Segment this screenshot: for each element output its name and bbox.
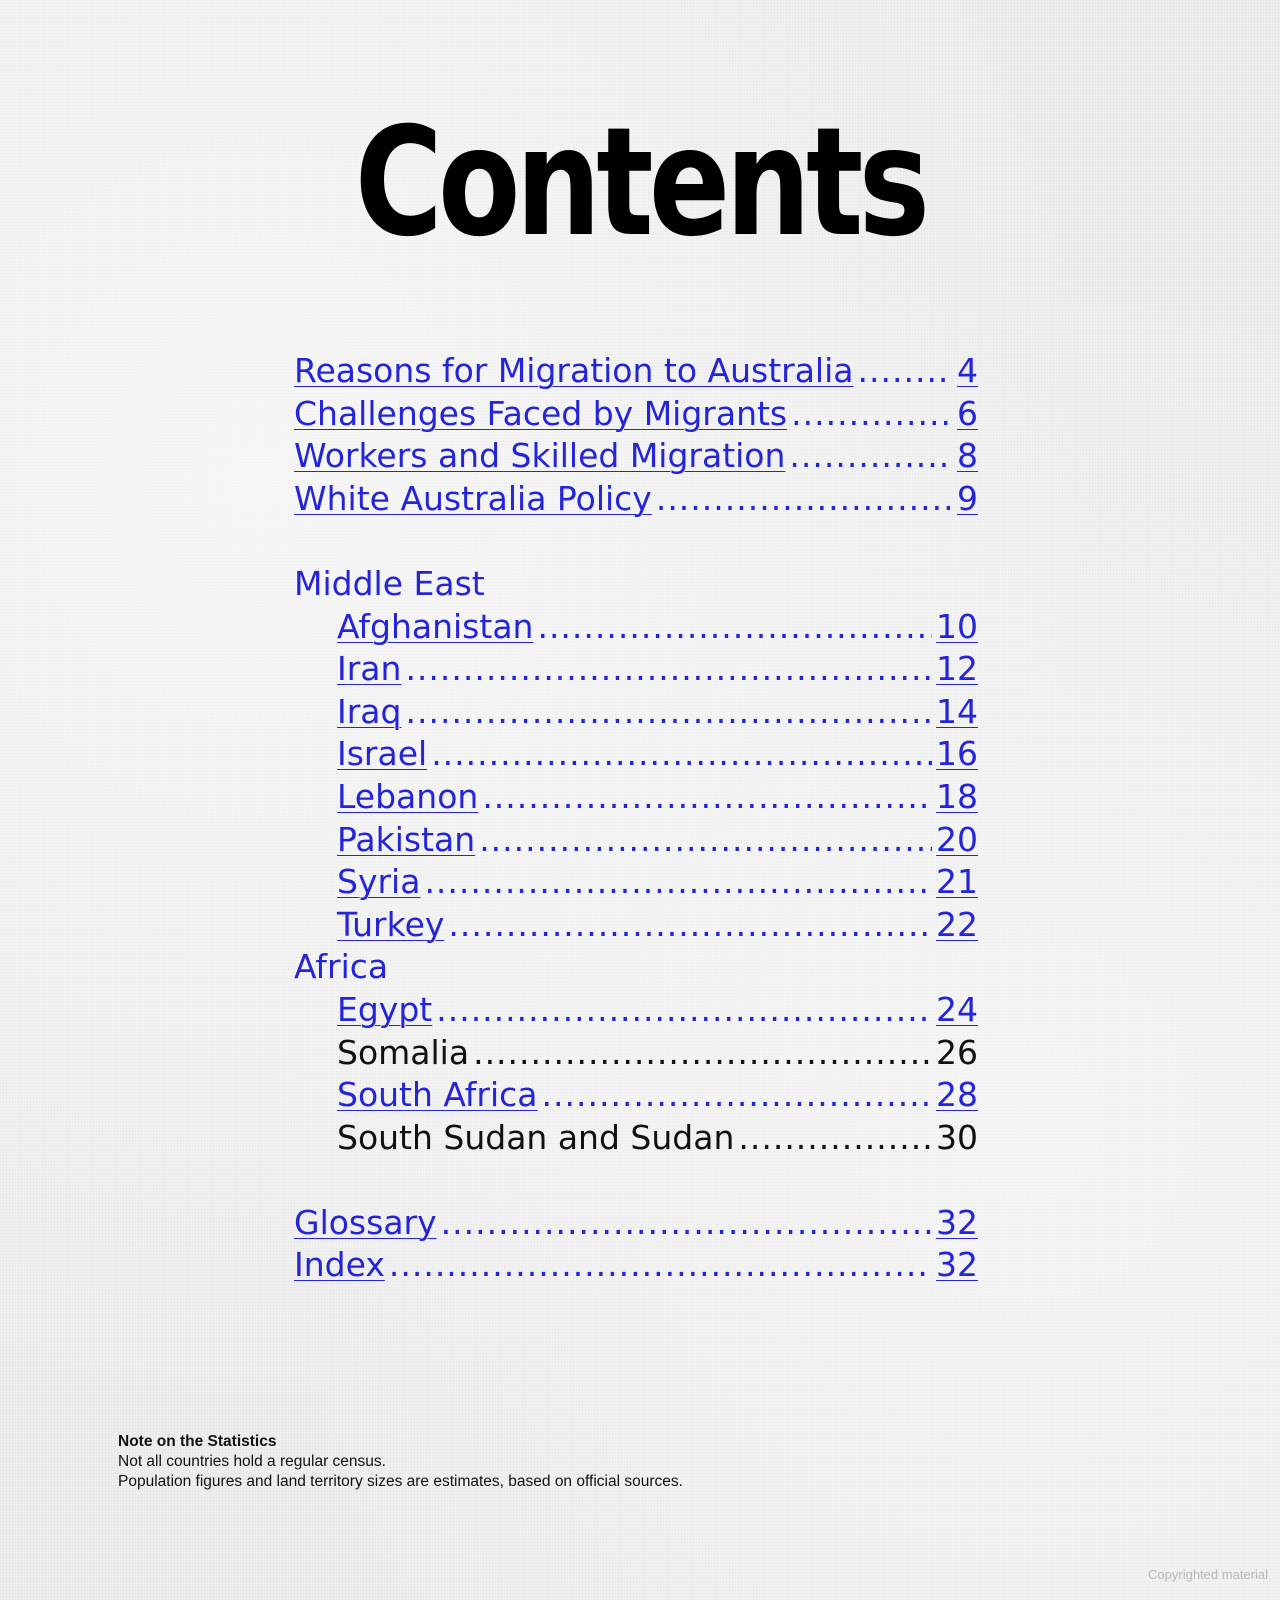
toc-entry-page: 4 [957, 351, 978, 390]
toc-entry-page: 20 [936, 819, 978, 859]
toc-entry-workers[interactable] [294, 435, 978, 478]
toc-entry-label: White Australia Policy [294, 478, 652, 518]
toc-entry-label: Turkey [337, 904, 445, 944]
table-of-contents [294, 350, 978, 1287]
toc-entry-label: Index [294, 1245, 385, 1285]
dot-leader [791, 393, 953, 436]
toc-entry-page: 32 [936, 1245, 978, 1285]
toc-entry-page: 24 [936, 989, 978, 1029]
dot-leader [738, 1117, 932, 1160]
toc-entry-lebanon[interactable] [294, 776, 978, 819]
toc-entry-syria[interactable] [294, 861, 978, 904]
toc-entry-page: 32 [936, 1202, 978, 1242]
dot-leader [473, 1032, 932, 1075]
toc-entry-page: 9 [957, 478, 978, 518]
dot-leader [482, 776, 932, 819]
dot-leader [537, 606, 932, 649]
toc-entry-page: 30 [936, 1117, 978, 1157]
toc-entry-somalia [294, 1032, 978, 1075]
dot-leader [436, 989, 932, 1032]
toc-entry-turkey[interactable] [294, 904, 978, 947]
toc-entry-pakistan[interactable] [294, 819, 978, 862]
section-heading-middle-east: Middle East [294, 563, 485, 603]
toc-entry-south-africa[interactable] [294, 1074, 978, 1117]
toc-entry-label: South Africa [337, 1075, 538, 1115]
dot-leader [405, 648, 932, 691]
toc-entry-page: 26 [936, 1032, 978, 1072]
toc-entry-page: 12 [936, 649, 978, 689]
dot-leader [448, 904, 932, 947]
dot-leader [389, 1244, 932, 1287]
note-line: Population figures and land territory sizes are estimates, based on official sources. [118, 1473, 683, 1490]
toc-entry-label: Afghanistan [337, 606, 534, 646]
dot-leader [424, 861, 932, 904]
toc-entry-iraq[interactable] [294, 691, 978, 734]
toc-entry-page: 10 [936, 606, 978, 646]
toc-entry-white-australia-policy[interactable] [294, 478, 978, 521]
toc-entry-page: 6 [957, 393, 978, 433]
toc-entry-label: Workers and Skilled Migration [294, 436, 786, 476]
toc-entry-label: Iran [337, 649, 402, 689]
note-title: Note on the Statistics [118, 1433, 277, 1450]
dot-leader [405, 691, 932, 734]
dot-leader [858, 350, 954, 393]
toc-entry-label: Reasons for Migration to Australia [294, 351, 854, 390]
dot-leader [656, 478, 953, 521]
toc-entry-glossary[interactable] [294, 1202, 978, 1245]
toc-entry-label: Iraq [337, 691, 402, 731]
toc-entry-label: Pakistan [337, 819, 476, 859]
toc-entry-reasons-for-migration[interactable] [294, 350, 978, 393]
toc-entry-label: Challenges Faced by Migrants [294, 393, 788, 433]
dot-leader [431, 733, 932, 776]
toc-entry-page: 18 [936, 776, 978, 816]
note-line: Not all countries hold a regular census. [118, 1453, 386, 1470]
dot-leader [479, 819, 932, 862]
toc-entry-index[interactable] [294, 1244, 978, 1287]
toc-entry-label: Egypt [337, 989, 433, 1029]
toc-entry-afghanistan[interactable] [294, 606, 978, 649]
toc-entry-south-sudan-and-sudan [294, 1117, 978, 1160]
toc-entry-label: Israel [337, 734, 428, 774]
copyright-watermark: Copyrighted material [1148, 1567, 1268, 1582]
toc-entry-label: Syria [337, 862, 421, 902]
toc-entry-label: Somalia [337, 1032, 470, 1072]
toc-entry-page: 8 [957, 436, 978, 476]
toc-entry-page: 14 [936, 691, 978, 731]
toc-entry-page: 22 [936, 904, 978, 944]
toc-entry-iran[interactable] [294, 648, 978, 691]
toc-entry-israel[interactable] [294, 733, 978, 776]
toc-entry-label: Glossary [294, 1202, 437, 1242]
toc-entry-page: 21 [936, 862, 978, 902]
statistics-note [118, 1432, 683, 1492]
toc-entry-label: Lebanon [337, 776, 479, 816]
toc-entry-page: 16 [936, 734, 978, 774]
section-heading-africa: Africa [294, 947, 389, 987]
dot-leader [441, 1202, 932, 1245]
dot-leader [789, 435, 953, 478]
toc-entry-challenges[interactable] [294, 393, 978, 436]
toc-entry-page: 28 [936, 1075, 978, 1115]
section-gap [294, 1159, 978, 1202]
dot-leader [542, 1074, 932, 1117]
toc-entry-label: South Sudan and Sudan [337, 1117, 735, 1157]
section-gap [294, 520, 978, 563]
page-title: Contents [354, 96, 926, 270]
toc-entry-egypt[interactable] [294, 989, 978, 1032]
